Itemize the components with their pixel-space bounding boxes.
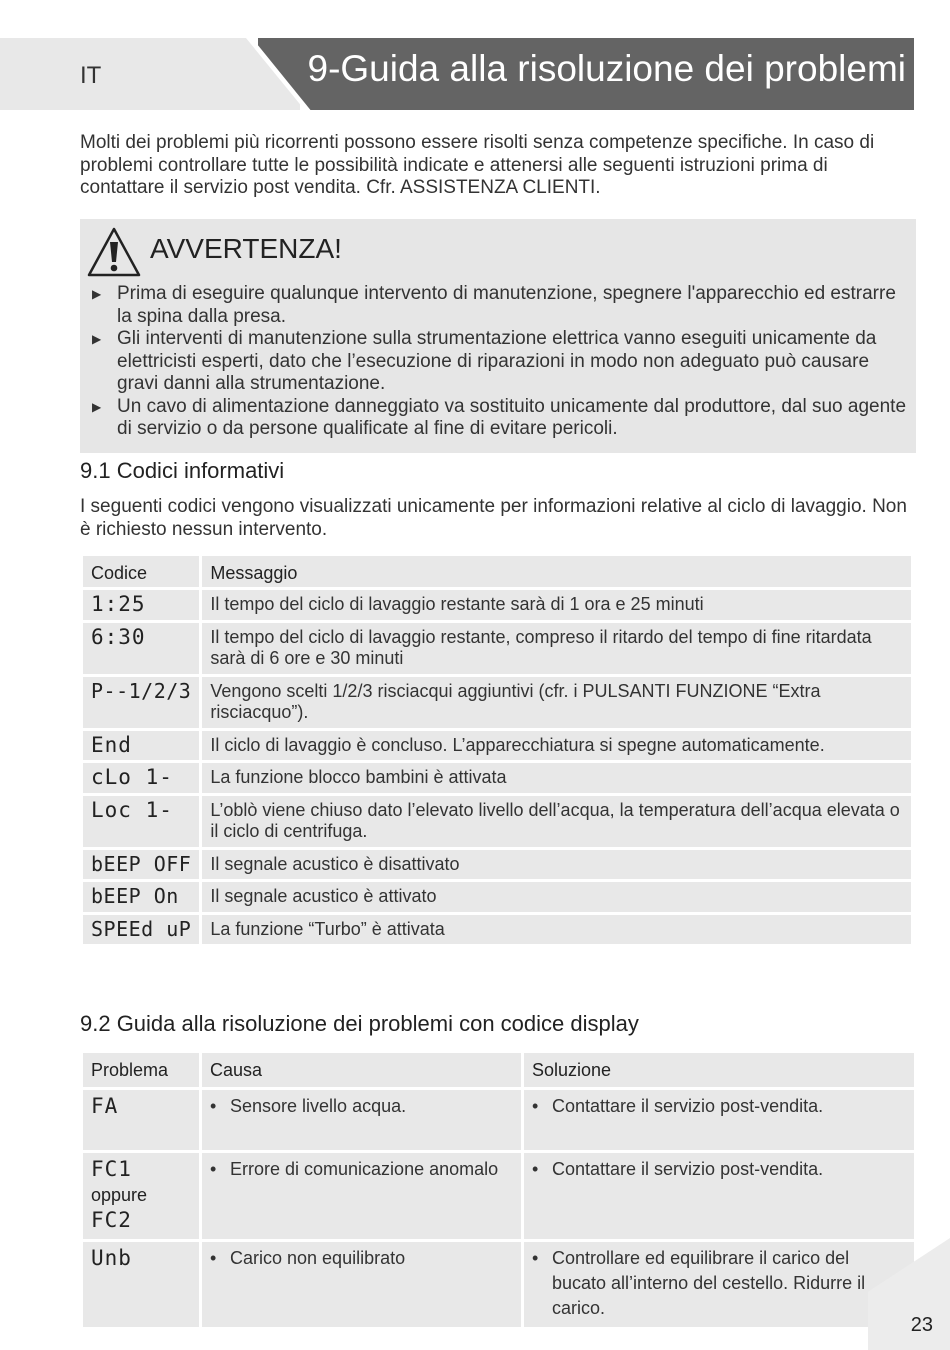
triangle-right-icon: ▶ — [92, 332, 102, 346]
table-row — [83, 623, 911, 674]
cause-cell — [202, 1242, 521, 1327]
table-row — [83, 796, 911, 847]
code-message: Il tempo del ciclo di lavaggio restante sarà di 1 ora e 25 minuti — [202, 590, 911, 620]
table-row — [83, 731, 911, 761]
table-row — [83, 1090, 914, 1150]
display-code: 1:25 — [83, 590, 199, 620]
cause-text: Carico non equilibrato — [230, 1248, 406, 1268]
triangle-right-icon: ▶ — [92, 399, 102, 414]
bullet-icon: • — [532, 1248, 539, 1268]
warning-item — [92, 328, 910, 396]
error-code: Unb — [83, 1242, 199, 1327]
display-code: Loc 1- — [83, 796, 199, 847]
code-message: Il segnale acustico è attivato — [202, 882, 911, 912]
column-header-problem: Problema — [83, 1053, 199, 1087]
display-code: bEEP On — [83, 882, 199, 912]
table-row — [83, 590, 911, 620]
column-header-code: Codice — [83, 556, 199, 587]
display-code: SPEEd uP — [83, 915, 199, 945]
bullet-icon: • — [210, 1159, 217, 1179]
section-heading-codes: 9.1 Codici informativi — [80, 458, 285, 483]
display-code: End — [83, 731, 199, 761]
page-title: 9-Guida alla risoluzione dei problemi — [307, 48, 906, 89]
column-header-message: Messaggio — [202, 556, 911, 587]
code-message: Il tempo del ciclo di lavaggio restante, compreso il ritardo del tempo di fine ritardata sarà di 6 ore e 30 minuti — [202, 623, 911, 674]
display-code: 6:30 — [83, 623, 199, 674]
bullet-icon: • — [210, 1096, 217, 1116]
column-header-cause: Causa — [202, 1053, 521, 1087]
warning-list — [92, 283, 910, 441]
solution-cell — [524, 1242, 914, 1327]
table-header-row — [83, 1053, 914, 1087]
warning-item — [92, 283, 910, 328]
section-description: I seguenti codici vengono visualizzati unicamente per informazioni relative al ciclo di lavaggio. Non è richiesto nessun intervento. — [80, 496, 907, 540]
bullet-icon: • — [532, 1159, 539, 1179]
bullet-icon: • — [210, 1248, 217, 1268]
page-number: 23 — [910, 1314, 933, 1336]
error-code — [83, 1153, 199, 1239]
table-header-row — [83, 556, 911, 587]
warning-triangle-icon — [86, 225, 142, 281]
warning-item-text: Prima di eseguire qualunque intervento di manutenzione, spegnere l'apparecchio ed estrarre la spina dalla presa. — [117, 283, 896, 327]
display-code: P--1/2/3 — [83, 677, 199, 728]
error-code-joiner: oppure — [91, 1185, 148, 1205]
troubleshooting-table — [80, 1050, 917, 1330]
table-row — [83, 677, 911, 728]
error-code-primary: FC1 — [91, 1157, 132, 1181]
table-row — [83, 915, 911, 945]
code-message: Vengono scelti 1/2/3 risciacqui aggiuntivi (cfr. i PULSANTI FUNZIONE “Extra risciacquo”). — [202, 677, 911, 728]
code-message: La funzione blocco bambini è attivata — [202, 763, 911, 793]
cause-cell — [202, 1090, 521, 1150]
solution-text: Contattare il servizio post-vendita. — [552, 1096, 824, 1116]
code-message: Il ciclo di lavaggio è concluso. L’apparecchiatura si spegne automaticamente. — [202, 731, 911, 761]
table-row — [83, 1242, 914, 1327]
table-row — [83, 763, 911, 793]
warning-box — [80, 219, 916, 453]
warning-title: AVVERTENZA! — [150, 233, 342, 264]
column-header-solution: Soluzione — [524, 1053, 914, 1087]
solution-text: Controllare ed equilibrare il carico del bucato all’interno del cestello. Ridurre il carico. — [552, 1248, 866, 1318]
solution-cell — [524, 1090, 914, 1150]
solution-text: Contattare il servizio post-vendita. — [552, 1159, 824, 1179]
cause-text: Errore di comunicazione anomalo — [230, 1159, 499, 1179]
table-row — [83, 850, 911, 880]
table-row — [83, 882, 911, 912]
error-code-secondary: FC2 — [91, 1208, 132, 1232]
intro-paragraph: Molti dei problemi più ricorrenti possono essere risolti senza competenze specifiche. In caso di problemi controllare tutte le possibilità indicate e attenersi alle seguenti istruzioni prima di contattare il servizio post vendita. Cfr. ASSISTENZA CLIENTI. — [80, 132, 875, 198]
warning-item-text: Gli interventi di manutenzione sulla strumentazione elettrica vanno eseguiti unicamente da elettricisti esperti, dato che l’esecuzione di riparazioni in modo non adeguato può causare gravi danni alla strumentazione. — [117, 328, 877, 394]
code-message: La funzione “Turbo” è attivata — [202, 915, 911, 945]
warning-item-text: Un cavo di alimentazione danneggiato va sostituito unicamente dal produttore, dal suo agente di servizio o da persone qualificate al fine di evitare pericoli. — [117, 395, 907, 439]
bullet-icon: • — [532, 1096, 539, 1116]
warning-item — [92, 396, 910, 441]
display-code: bEEP OFF — [83, 850, 199, 880]
cause-cell — [202, 1153, 521, 1239]
info-codes-table — [80, 553, 914, 947]
language-label: IT — [80, 62, 102, 89]
cause-text: Sensore livello acqua. — [230, 1096, 407, 1116]
table-row — [83, 1153, 914, 1239]
section-heading-troubleshooting: 9.2 Guida alla risoluzione dei problemi con codice display — [80, 1011, 639, 1036]
language-tab — [0, 38, 300, 110]
triangle-right-icon: ▶ — [92, 287, 102, 301]
code-message: Il segnale acustico è disattivato — [202, 850, 911, 880]
code-message: L’oblò viene chiuso dato l’elevato livello dell’acqua, la temperatura dell’acqua elevata o il ciclo di centrifuga. — [202, 796, 911, 847]
error-code: FA — [83, 1090, 199, 1150]
display-code: cLo 1- — [83, 763, 199, 793]
solution-cell — [524, 1153, 914, 1239]
